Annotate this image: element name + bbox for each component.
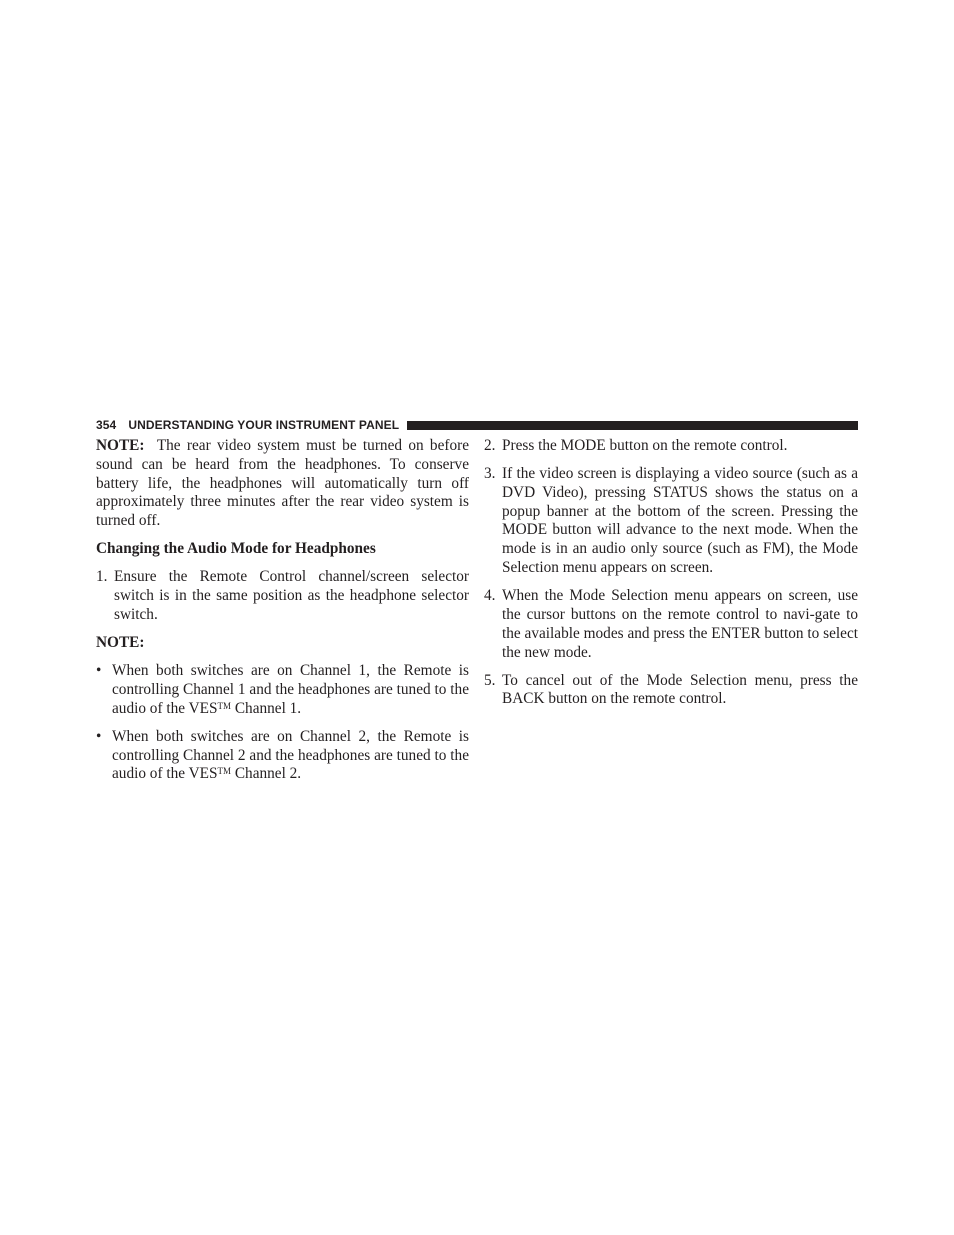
bullet-text-end: Channel 2.	[231, 765, 302, 783]
step-number: 2.	[484, 437, 496, 454]
step-number: 4.	[484, 587, 496, 605]
bullet-text	[112, 728, 469, 784]
note-paragraph	[96, 437, 469, 531]
left-column	[96, 437, 469, 794]
bullet-symbol: •	[96, 727, 102, 745]
step-number: 1.	[96, 568, 108, 586]
step-1	[96, 568, 469, 624]
trademark-mark: TM	[217, 766, 232, 777]
step-3	[484, 465, 858, 578]
step-4	[484, 587, 858, 662]
bullet-text-main: When both switches are on Channel 2, the Remote is controlling Channel 2 and the headphones are tuned to the audio of the VES	[112, 727, 469, 783]
note-text: The rear video system must be turned on before sound can be heard from the headphones. To conserve battery life, the headphones will automatically turn off approximately three minutes after the rear video system is turned off.	[96, 437, 469, 530]
bullet-item-2	[96, 728, 469, 784]
step-text: Press the MODE button on the remote control.	[502, 437, 788, 454]
step-5	[484, 672, 858, 710]
step-number: 3.	[484, 465, 496, 483]
step-number: 5.	[484, 671, 496, 689]
subheading: Changing the Audio Mode for Headphones	[96, 540, 376, 558]
trademark-mark: TM	[217, 700, 232, 711]
note-label: NOTE:	[96, 437, 145, 454]
bullet-text	[112, 662, 469, 718]
bullet-symbol: •	[96, 662, 102, 680]
bullet-item-1	[96, 662, 469, 718]
step-text: To cancel out of the Mode Selection menu, press the BACK button on the remote control.	[502, 671, 858, 708]
page-number: 354	[96, 418, 117, 432]
bullet-text-end: Channel 1.	[231, 699, 302, 717]
bullet-text-main: When both switches are on Channel 1, the Remote is controlling Channel 1 and the headphones are tuned to the audio of the VES	[112, 662, 469, 717]
step-text: Ensure the Remote Control channel/screen selector switch is in the same position as the headphone selector switch.	[114, 568, 469, 623]
step-text: When the Mode Selection menu appears on screen, use the cursor buttons on the remote control to navi-gate to the available modes and press the ENTER button to select the new mode.	[502, 587, 858, 661]
step-text: If the video screen is displaying a video source (such as a DVD Video), pressing STATUS shows the status on a popup banner at the bottom of the screen. Pressing the MODE button will advance to the next mode. When the mode is in an audio only source (such as FM), the Mode Selection menu appears on screen.	[502, 465, 858, 577]
header-rule	[407, 421, 858, 430]
note-label-2: NOTE:	[96, 634, 145, 652]
page-header	[96, 418, 858, 432]
right-column	[484, 437, 858, 719]
section-title: UNDERSTANDING YOUR INSTRUMENT PANEL	[128, 418, 400, 432]
step-2	[484, 437, 858, 456]
